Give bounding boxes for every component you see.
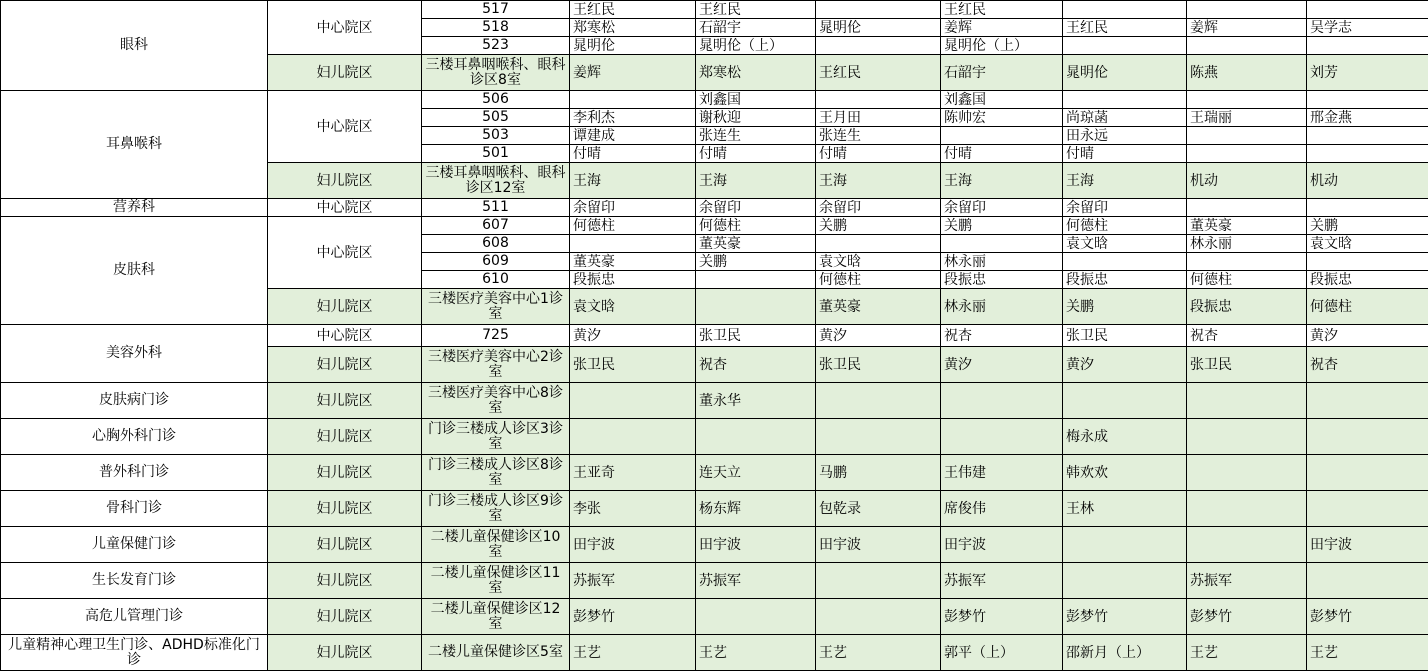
table-row [1,527,1428,563]
doctor-cell: 郭平（上） [941,635,1063,671]
doctor-cell: 张卫民 [696,325,816,347]
campus-cell: 妇儿院区 [268,599,422,635]
campus-cell: 中心院区 [268,217,422,289]
doctor-cell [696,289,816,325]
room-cell: 门诊三楼成人诊区3诊室 [422,419,570,455]
doctor-cell: 祝杏 [1187,325,1307,347]
department-cell: 儿童保健门诊 [1,527,268,563]
doctor-cell: 王红民 [570,1,696,19]
doctor-cell: 彭梦竹 [1307,599,1428,635]
doctor-cell: 彭梦竹 [941,599,1063,635]
doctor-cell: 付晴 [696,145,816,163]
doctor-cell: 晁明伦 [570,37,696,55]
doctor-cell: 余留印 [1063,199,1187,217]
doctor-cell: 王红民 [696,1,816,19]
campus-cell: 妇儿院区 [268,347,422,383]
doctor-cell: 董英豪 [570,253,696,271]
doctor-cell [1307,563,1428,599]
doctor-cell: 王海 [696,163,816,199]
campus-cell: 妇儿院区 [268,163,422,199]
doctor-cell [1187,455,1307,491]
doctor-cell: 关鹏 [1063,289,1187,325]
doctor-cell [1063,1,1187,19]
doctor-cell: 彭梦竹 [1063,599,1187,635]
room-cell: 二楼儿童保健诊区5室 [422,635,570,671]
doctor-cell: 林永丽 [1187,235,1307,253]
table-row [1,217,1428,235]
table-row [1,563,1428,599]
doctor-cell: 石韶宇 [696,19,816,37]
doctor-cell: 黄汐 [570,325,696,347]
room-cell: 二楼儿童保健诊区10室 [422,527,570,563]
doctor-cell [816,235,941,253]
doctor-cell: 王海 [941,163,1063,199]
doctor-cell: 包乾录 [816,491,941,527]
doctor-cell: 刘鑫国 [941,91,1063,109]
doctor-cell: 付晴 [1063,145,1187,163]
doctor-cell: 田宇波 [696,527,816,563]
doctor-cell: 王海 [570,163,696,199]
doctor-cell: 何德柱 [816,271,941,289]
doctor-cell: 余留印 [696,199,816,217]
doctor-cell: 刘芳 [1307,55,1428,91]
room-cell: 607 [422,217,570,235]
doctor-cell: 田宇波 [1307,527,1428,563]
doctor-cell [1063,527,1187,563]
department-cell: 皮肤科 [1,217,268,325]
department-cell: 生长发育门诊 [1,563,268,599]
doctor-cell: 苏振军 [570,563,696,599]
doctor-cell: 王瑞丽 [1187,109,1307,127]
doctor-cell: 石韶宇 [941,55,1063,91]
doctor-cell: 王艺 [570,635,696,671]
room-cell: 门诊三楼成人诊区8诊室 [422,455,570,491]
room-cell: 518 [422,19,570,37]
doctor-cell [1187,383,1307,419]
doctor-cell: 袁文晗 [1063,235,1187,253]
doctor-cell: 张卫民 [1063,325,1187,347]
department-cell: 心胸外科门诊 [1,419,268,455]
doctor-cell: 祝杏 [696,347,816,383]
doctor-cell: 王海 [1063,163,1187,199]
doctor-cell: 林永丽 [941,253,1063,271]
department-cell: 骨科门诊 [1,491,268,527]
department-cell: 美容外科 [1,325,268,383]
doctor-cell [816,1,941,19]
campus-cell: 妇儿院区 [268,635,422,671]
doctor-cell: 郑寒松 [570,19,696,37]
doctor-cell [1187,491,1307,527]
doctor-cell: 田宇波 [816,527,941,563]
department-cell: 儿童精神心理卫生门诊、ADHD标准化门诊 [1,635,268,671]
doctor-cell: 余留印 [941,199,1063,217]
room-cell: 505 [422,109,570,127]
doctor-cell [941,383,1063,419]
doctor-cell: 王艺 [696,635,816,671]
room-cell: 503 [422,127,570,145]
room-cell: 610 [422,271,570,289]
doctor-cell: 王红民 [1063,19,1187,37]
doctor-cell: 晁明伦 [816,19,941,37]
doctor-cell [570,235,696,253]
doctor-cell: 尚琼菡 [1063,109,1187,127]
room-cell: 门诊三楼成人诊区9诊室 [422,491,570,527]
department-cell: 耳鼻喉科 [1,91,268,199]
doctor-cell [570,91,696,109]
doctor-cell: 谢秋迎 [696,109,816,127]
doctor-cell [696,599,816,635]
doctor-cell: 祝杏 [1307,347,1428,383]
doctor-cell: 韩欢欢 [1063,455,1187,491]
doctor-cell [1063,383,1187,419]
table-row [1,599,1428,635]
doctor-cell: 袁文晗 [816,253,941,271]
room-cell: 三楼医疗美容中心8诊室 [422,383,570,419]
table-row [1,635,1428,671]
doctor-cell: 黄汐 [1307,325,1428,347]
doctor-cell: 苏振军 [1187,563,1307,599]
doctor-cell [816,91,941,109]
room-cell: 三楼耳鼻咽喉科、眼科诊区12室 [422,163,570,199]
doctor-cell: 付晴 [570,145,696,163]
doctor-cell [1307,127,1428,145]
doctor-cell: 田宇波 [570,527,696,563]
doctor-cell [816,563,941,599]
doctor-cell: 王月田 [816,109,941,127]
campus-cell: 妇儿院区 [268,563,422,599]
table-row [1,491,1428,527]
room-cell: 517 [422,1,570,19]
department-cell: 营养科 [1,199,268,217]
doctor-cell [1187,527,1307,563]
doctor-cell: 何德柱 [696,217,816,235]
table-row [1,91,1428,109]
doctor-cell: 余留印 [816,199,941,217]
doctor-cell [1187,253,1307,271]
doctor-cell [1307,419,1428,455]
doctor-cell: 王林 [1063,491,1187,527]
doctor-cell: 关鹏 [1307,217,1428,235]
doctor-cell: 王艺 [816,635,941,671]
room-cell: 725 [422,325,570,347]
doctor-cell: 马鹏 [816,455,941,491]
campus-cell: 妇儿院区 [268,491,422,527]
doctor-cell: 王艺 [1307,635,1428,671]
doctor-cell [1187,37,1307,55]
doctor-cell: 段振忠 [1307,271,1428,289]
doctor-cell: 董英豪 [696,235,816,253]
doctor-cell: 姜辉 [1187,19,1307,37]
doctor-cell [816,419,941,455]
doctor-cell: 苏振军 [941,563,1063,599]
doctor-cell: 付晴 [816,145,941,163]
doctor-cell: 付晴 [941,145,1063,163]
doctor-cell: 邵新月（上） [1063,635,1187,671]
doctor-cell: 晁明伦（上） [941,37,1063,55]
doctor-cell [1307,37,1428,55]
doctor-cell: 段振忠 [1063,271,1187,289]
room-cell: 三楼医疗美容中心1诊室 [422,289,570,325]
doctor-cell [1063,37,1187,55]
doctor-cell [1307,91,1428,109]
campus-cell: 妇儿院区 [268,55,422,91]
room-cell: 506 [422,91,570,109]
doctor-cell: 机动 [1187,163,1307,199]
doctor-cell [816,37,941,55]
doctor-cell: 王伟建 [941,455,1063,491]
doctor-cell: 关鹏 [941,217,1063,235]
doctor-cell: 何德柱 [1187,271,1307,289]
department-cell: 皮肤病门诊 [1,383,268,419]
doctor-cell [1307,491,1428,527]
doctor-cell [1063,563,1187,599]
doctor-cell: 袁文晗 [1307,235,1428,253]
table-row [1,455,1428,491]
doctor-cell: 何德柱 [570,217,696,235]
room-cell: 511 [422,199,570,217]
campus-cell: 中心院区 [268,325,422,347]
doctor-cell: 姜辉 [570,55,696,91]
doctor-cell: 黄汐 [816,325,941,347]
doctor-cell: 张连生 [696,127,816,145]
doctor-cell: 王红民 [941,1,1063,19]
department-cell: 普外科门诊 [1,455,268,491]
campus-cell: 中心院区 [268,91,422,163]
doctor-cell: 董英豪 [816,289,941,325]
campus-cell: 妇儿院区 [268,383,422,419]
doctor-cell: 郑寒松 [696,55,816,91]
doctor-cell: 张卫民 [570,347,696,383]
room-cell: 501 [422,145,570,163]
doctor-cell: 彭梦竹 [570,599,696,635]
doctor-cell: 刘鑫国 [696,91,816,109]
doctor-cell: 董永华 [696,383,816,419]
doctor-cell: 姜辉 [941,19,1063,37]
room-cell: 二楼儿童保健诊区11室 [422,563,570,599]
doctor-cell: 张卫民 [1187,347,1307,383]
doctor-cell: 李利杰 [570,109,696,127]
doctor-cell [696,271,816,289]
room-cell: 三楼耳鼻咽喉科、眼科诊区8室 [422,55,570,91]
doctor-cell: 关鹏 [696,253,816,271]
doctor-cell: 关鹏 [816,217,941,235]
doctor-cell [1187,1,1307,19]
doctor-cell [941,419,1063,455]
doctor-cell [1307,455,1428,491]
doctor-cell [1307,199,1428,217]
doctor-cell: 邢金燕 [1307,109,1428,127]
doctor-cell [1063,253,1187,271]
doctor-cell [1307,383,1428,419]
doctor-cell: 陈帅宏 [941,109,1063,127]
doctor-cell: 黄汐 [941,347,1063,383]
campus-cell: 妇儿院区 [268,419,422,455]
doctor-cell: 林永丽 [941,289,1063,325]
table-row [1,199,1428,217]
room-cell: 523 [422,37,570,55]
doctor-cell: 王亚奇 [570,455,696,491]
doctor-cell [1063,91,1187,109]
doctor-cell [941,127,1063,145]
doctor-cell: 田宇波 [941,527,1063,563]
doctor-cell: 张连生 [816,127,941,145]
doctor-cell: 段振忠 [570,271,696,289]
doctor-cell: 杨东辉 [696,491,816,527]
doctor-cell: 余留印 [570,199,696,217]
doctor-cell [696,419,816,455]
department-cell: 高危儿管理门诊 [1,599,268,635]
doctor-cell: 黄汐 [1063,347,1187,383]
campus-cell: 妇儿院区 [268,289,422,325]
campus-cell: 中心院区 [268,1,422,55]
doctor-cell [1187,91,1307,109]
doctor-cell: 谭建成 [570,127,696,145]
doctor-cell: 晁明伦 [1063,55,1187,91]
campus-cell: 中心院区 [268,199,422,217]
doctor-cell [1307,253,1428,271]
doctor-cell: 彭梦竹 [1187,599,1307,635]
doctor-cell [941,235,1063,253]
doctor-cell [570,419,696,455]
room-cell: 三楼医疗美容中心2诊室 [422,347,570,383]
table-row [1,419,1428,455]
doctor-cell: 何德柱 [1307,289,1428,325]
table-row [1,383,1428,419]
doctor-cell: 祝杏 [941,325,1063,347]
department-cell: 眼科 [1,1,268,91]
table-row [1,325,1428,347]
doctor-cell [816,383,941,419]
doctor-cell: 段振忠 [1187,289,1307,325]
campus-cell: 妇儿院区 [268,455,422,491]
doctor-cell [1307,1,1428,19]
doctor-cell: 田永远 [1063,127,1187,145]
doctor-cell [570,383,696,419]
doctor-cell: 王艺 [1187,635,1307,671]
doctor-cell [1307,145,1428,163]
doctor-cell: 苏振军 [696,563,816,599]
room-cell: 609 [422,253,570,271]
doctor-cell [1187,127,1307,145]
doctor-cell: 王海 [816,163,941,199]
doctor-cell: 陈燕 [1187,55,1307,91]
doctor-cell [1187,199,1307,217]
doctor-cell: 李张 [570,491,696,527]
doctor-cell: 董英豪 [1187,217,1307,235]
doctor-cell: 袁文晗 [570,289,696,325]
doctor-cell: 机动 [1307,163,1428,199]
table-row [1,1,1428,19]
campus-cell: 妇儿院区 [268,527,422,563]
doctor-cell: 何德柱 [1063,217,1187,235]
doctor-cell: 席俊伟 [941,491,1063,527]
doctor-cell: 王红民 [816,55,941,91]
doctor-cell: 梅永成 [1063,419,1187,455]
doctor-cell: 张卫民 [816,347,941,383]
doctor-cell: 晁明伦（上） [696,37,816,55]
doctor-cell: 吴学志 [1307,19,1428,37]
doctor-cell: 连天立 [696,455,816,491]
doctor-cell [1187,145,1307,163]
doctor-cell [816,599,941,635]
room-cell: 608 [422,235,570,253]
doctor-cell: 段振忠 [941,271,1063,289]
doctor-cell [1187,419,1307,455]
room-cell: 二楼儿童保健诊区12室 [422,599,570,635]
